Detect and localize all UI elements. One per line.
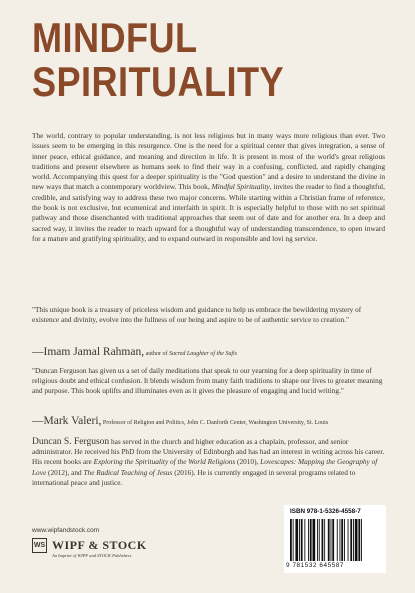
endorser-name-1: —Imam Jamal Rahman,: [32, 346, 145, 358]
publisher-logo-mark: WS: [32, 538, 47, 553]
author-name: Duncan S. Ferguson: [32, 437, 110, 447]
bio-book-2: Lovescapes: Mapping the Geography of Love: [32, 457, 378, 477]
barcode-bars-icon: [290, 519, 380, 561]
publisher-url: www.wipfandstock.com: [32, 527, 100, 534]
bio-text-2: (2010),: [235, 457, 261, 467]
endorser-role-1: [144, 351, 237, 357]
publisher-logo: [32, 538, 167, 566]
endorser-name-2: —Mark Valeri,: [32, 415, 102, 427]
description-text-2: , invites the reader to find a thoughtful, credible, and satisfying way to address these two major concerns. While starting within a Christian frame of reference, the book is not exclusive, but ecumenical and interfaith in spirit. It is especially helpful to those with no set spiritual pathway and those disenchanted with traditional approaches that seem out of date and for another era. In a deep and sacred way, it invites the reader to reach upward for a thoughtful way of understanding transcendence, to open inward for a mature and gratifying spirituality, and to expand outward in responsible and lovi ng service.: [32, 182, 385, 243]
publisher-tagline: An Imprint of WIPF and STOCK Publishers: [52, 553, 132, 558]
endorsement-quote-1: "This unique book is a treasury of priceless wisdom and guidance to help us embrace the bewildering mystery of existence and divinity, evolve into the fullness of our being and aspire to be of authentic service to creation.": [32, 305, 362, 325]
isbn-label: ISBN 978-1-5326-4558-7: [290, 508, 361, 515]
bio-text-4: (2016). He is currently engaged in several programs related to international peace and justice.: [32, 467, 356, 487]
title-line-2: SPIRITUALITY: [32, 58, 284, 105]
endorser-role-prefix-1: author of: [144, 351, 169, 357]
title-line-1: MINDFUL: [32, 14, 198, 61]
endorsement-attribution-1: [32, 346, 385, 360]
book-title: [32, 16, 342, 104]
endorser-book-title-1: Sacred Laughter of the Sufis: [168, 351, 238, 357]
barcode-digits: 9 781532 645587: [286, 562, 345, 569]
endorser-role-2: Professor of Religion and Politics, John C. Danforth Center, Washington University, St. Louis: [101, 420, 329, 426]
author-bio: [32, 437, 385, 488]
endorsement-attribution-2: [32, 415, 385, 429]
bio-book-1: Exploring the Spirituality of the World Religions: [93, 457, 236, 467]
publisher-name: WIPF & STOCK: [52, 538, 147, 552]
description-text-1: The world, contrary to popular understanding, is not less religious but in many ways more religious than ever. Two issues seem to be emerging in this resurgence. One is the need for a spiritual center that gives integration, a sense of inner peace, ethical guidance, and meaning and direction in life. It is present in most of the world's great religious traditions and present elsewhere as humans seek to find their way in a confusing, conflicted, and rapidly changing world. Accompanying this quest for a deeper spirituality is the "God question" and a desire to understand the divine in new ways that match a contemporary worldview. This book,: [32, 131, 385, 192]
bio-text-3: (2012), and: [46, 467, 84, 477]
bio-book-3: The Radical Teaching of Jesus: [83, 467, 173, 477]
endorsement-quote-2: "Duncan Ferguson has given us a set of daily meditations that speak to our yearning for a deep spirituality in time of religious doubt and ethical confusion. It blends wisdom from many faith traditions to shape our lives to greater meaning and purpose. This book uplifts and illuminates even as it gives the pleasure of engaging and lucid writing.": [32, 366, 383, 396]
book-description: [32, 131, 385, 244]
barcode: [284, 505, 386, 573]
description-book-title: Mindful Spirituality: [211, 182, 270, 192]
bio-text-1: has served in the church and higher education as a chaplain, professor, and senior administrator. He received his PhD from the University of Edinburgh and has had an interest in writing across his career. His recent books are: [32, 437, 385, 467]
